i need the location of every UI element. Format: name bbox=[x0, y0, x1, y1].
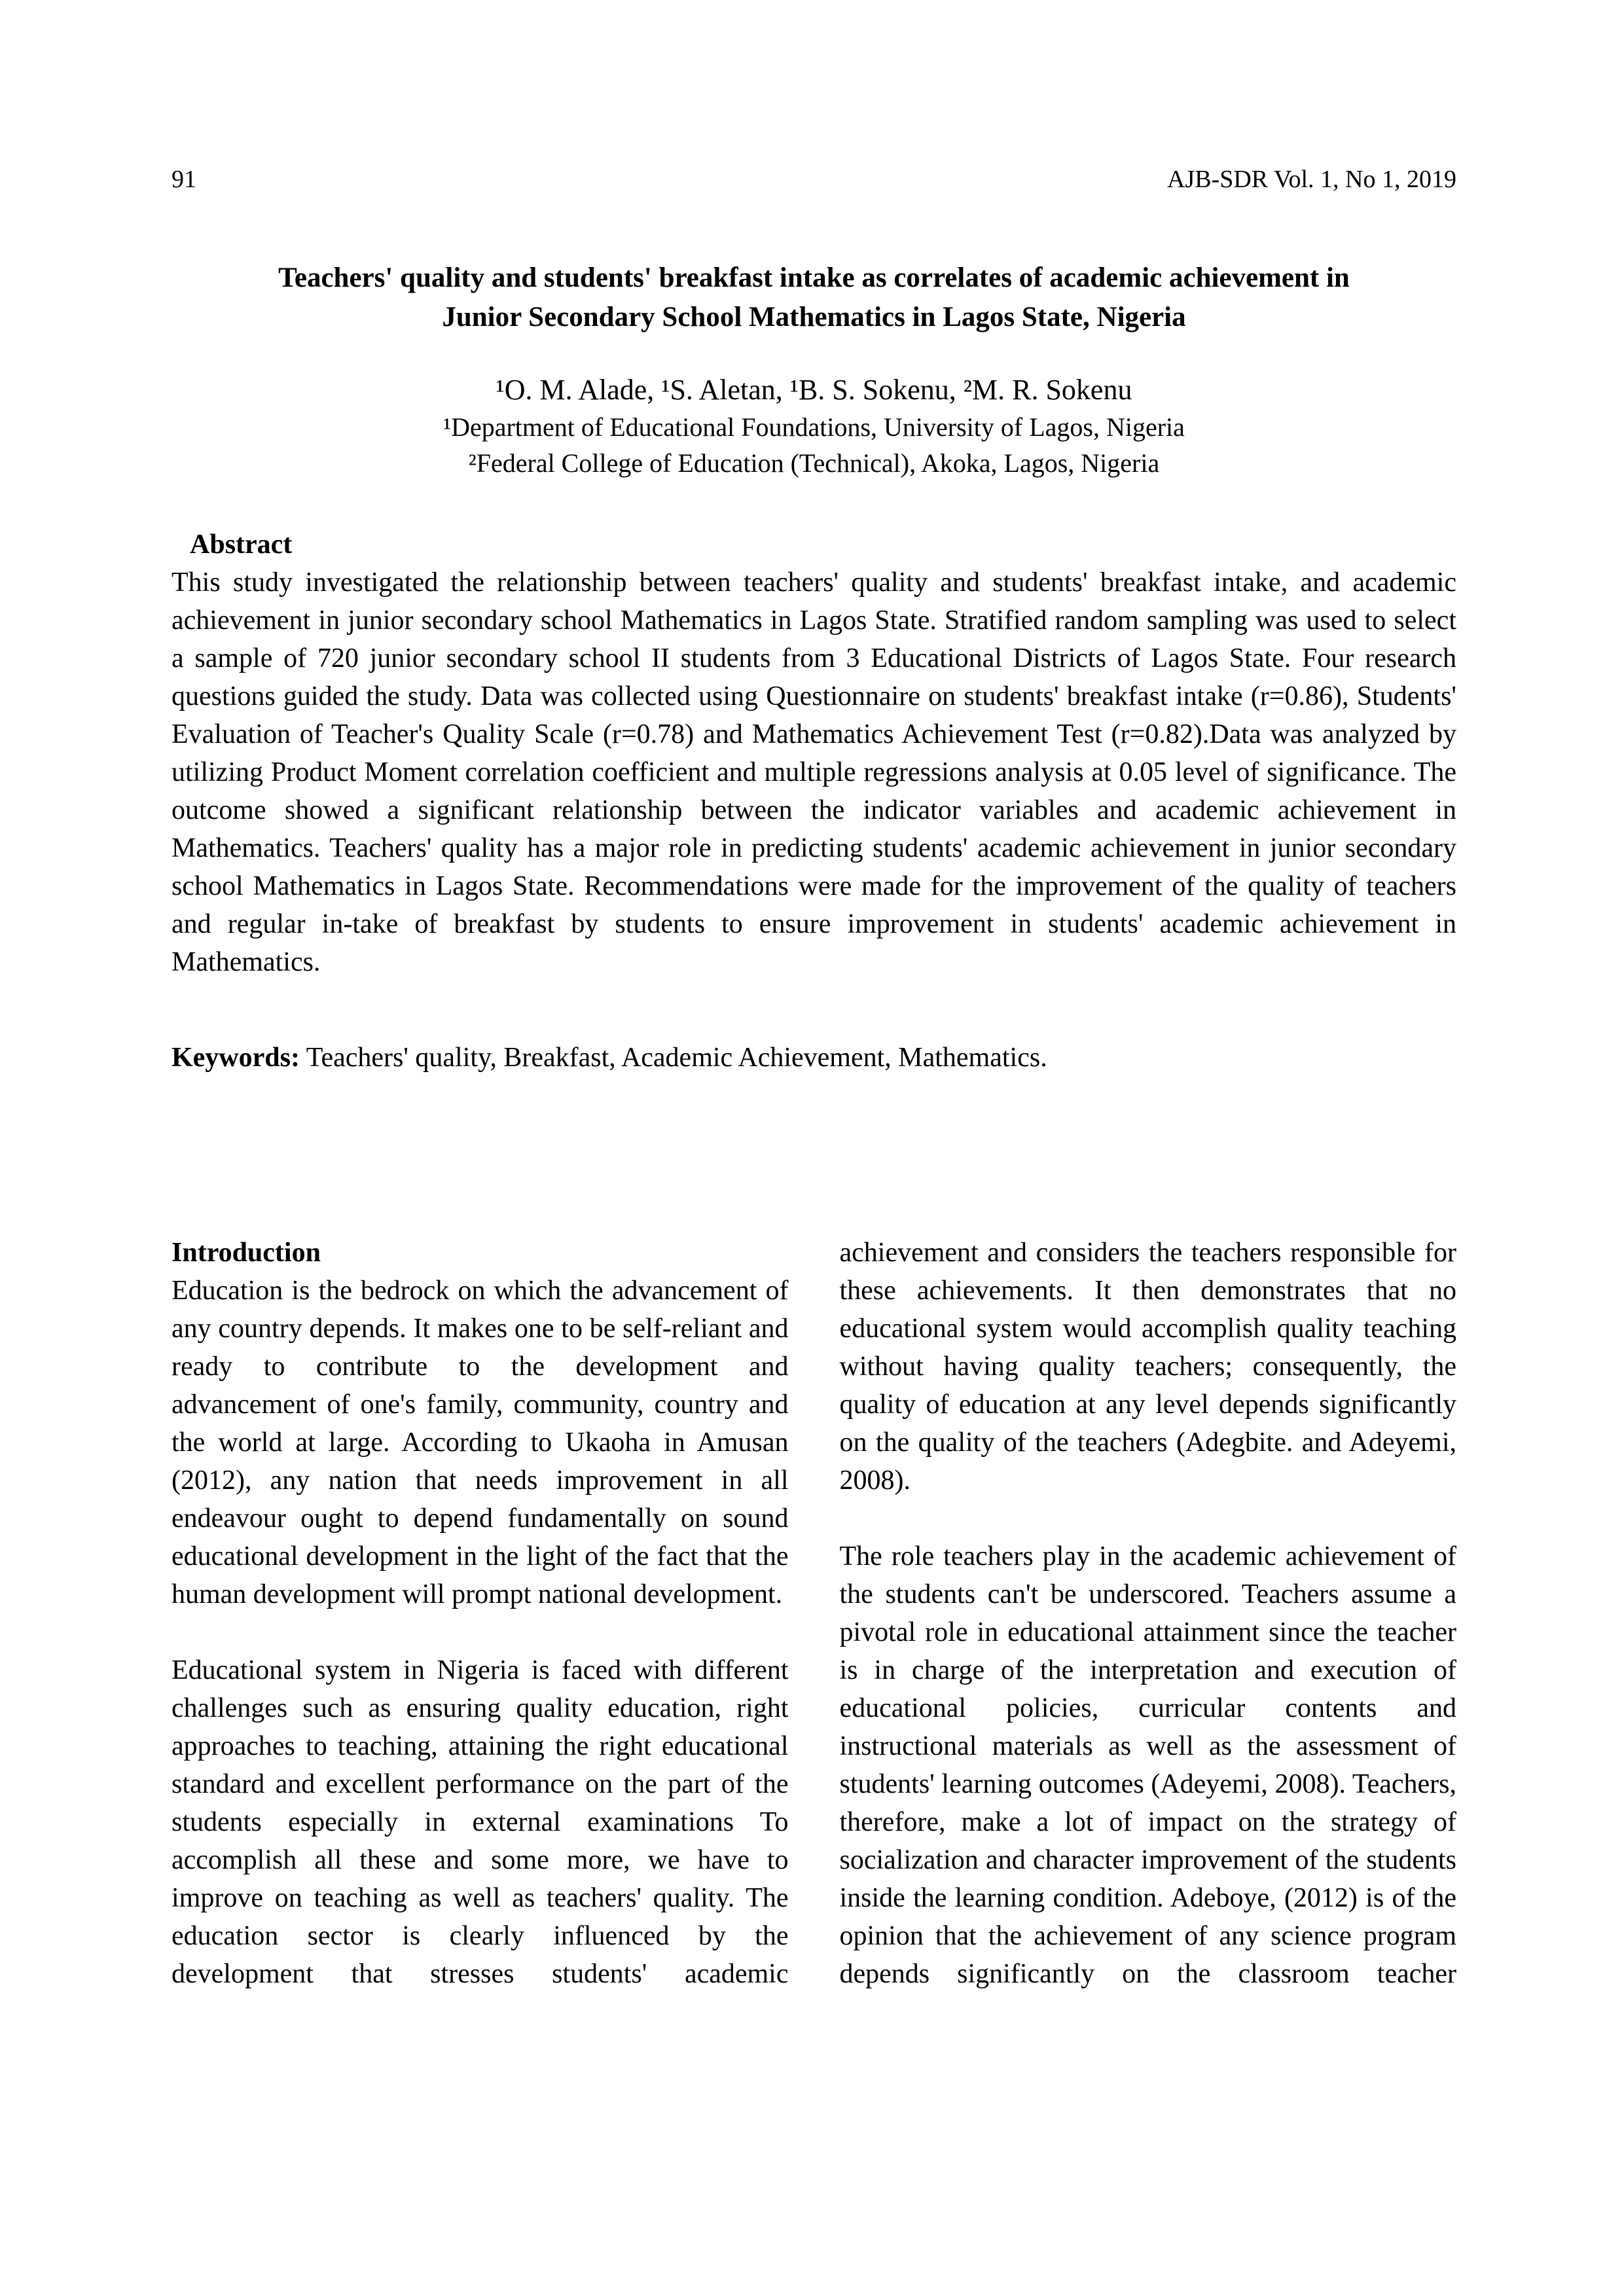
introduction-paragraph-4: The role teachers play in the academic achievement of the students can't be underscored. Teachers assume a pivotal role in educational attainment since the teacher is in charge of the interpretation and execution of educational policies, curricular contents and instructional materials as well as the assessment of students' learning outcomes (Adeyemi, 2008). Teachers, therefore, make a lot of impact on the strategy of socialization and character improvement of the students inside the learning condition. Adeboye, (2012) is of the opinion that the achievement of any science program depends significantly on the classroom teacher bbox=[839, 1541, 1456, 1989]
paragraph-gap bbox=[840, 1499, 1457, 1537]
two-column-body bbox=[171, 1234, 1456, 1993]
introduction-paragraph-3: achievement and considers the teachers responsible for these achievements. It then demonstrates that no educational system would accomplish quality teaching without having quality teachers; consequently, the quality of education at any level depends significantly on the quality of the teachers (Adegbite. and Adeyemi, 2008). bbox=[839, 1237, 1456, 1496]
abstract-heading: Abstract bbox=[190, 529, 293, 560]
page-header bbox=[171, 167, 1456, 193]
authors-line: ¹O. M. Alade, ¹S. Aletan, ¹B. S. Sokenu, ²M. R. Sokenu bbox=[496, 373, 1132, 406]
keywords-label: Keywords: bbox=[171, 1042, 300, 1073]
affiliation-2: ²Federal College of Education (Technical), Akoka, Lagos, Nigeria bbox=[468, 448, 1160, 478]
abstract-body: This study investigated the relationship between teachers' quality and students' breakfast intake, and academic achievement in junior secondary school Mathematics in Lagos State. Stratified random sampling was used to select a sample of 720 junior secondary school II students from 3 Educational Districts of Lagos State. Four research questions guided the study. Data was collected using Questionnaire on students' breakfast intake (r=0.86), Students' Evaluation of Teacher's Quality Scale (r=0.78) and Mathematics Achievement Test (r=0.82).Data was analyzed by utilizing Product Moment correlation coefficient and multiple regressions analysis at 0.05 level of significance. The outcome showed a significant relationship between the indicator variables and academic achievement in Mathematics. Teachers' quality has a major role in predicting students' academic achievement in junior secondary school Mathematics in Lagos State. Recommendations were made for the improvement of the quality of teachers and regular in-take of breakfast by students to ensure improvement in students' academic achievement in Mathematics. bbox=[171, 567, 1456, 977]
page-number: 91 bbox=[171, 166, 196, 193]
title-line-1: Teachers' quality and students' breakfast intake as correlates of academic achievement in bbox=[278, 262, 1350, 293]
left-column bbox=[171, 1234, 789, 1993]
title-line-2: Junior Secondary School Mathematics in Lagos State, Nigeria bbox=[442, 301, 1186, 332]
affiliation-1: ¹Department of Educational Foundations, University of Lagos, Nigeria bbox=[443, 412, 1185, 442]
journal-header: AJB-SDR Vol. 1, No 1, 2019 bbox=[1166, 166, 1456, 193]
introduction-paragraph-2: Educational system in Nigeria is faced with different challenges such as ensuring quality education, right approaches to teaching, attaining the right educational standard and excellent performance on the part of the students especially in external examinations To accomplish all these and some more, we have to improve on teaching as well as teachers' quality. The education sector is clearly influenced by the development that stresses students' academic bbox=[171, 1655, 789, 1989]
introduction-heading: Introduction bbox=[171, 1237, 321, 1268]
paper-title bbox=[171, 259, 1456, 337]
keywords-text: Teachers' quality, Breakfast, Academic Achievement, Mathematics. bbox=[299, 1042, 1047, 1073]
introduction-paragraph-1: Education is the bedrock on which the advancement of any country depends. It makes one to be self-reliant and ready to contribute to the development and advancement of one's family, community, country and the world at large. According to Ukaoha in Amusan (2012), any nation that needs improvement in all endeavour ought to depend fundamentally on sound educational development in the light of the fact that the human development will prompt national development. bbox=[171, 1275, 789, 1609]
paragraph-gap bbox=[171, 1613, 789, 1651]
keywords-line bbox=[171, 1039, 1456, 1077]
affiliations-block bbox=[171, 409, 1456, 481]
right-column bbox=[840, 1234, 1457, 1993]
